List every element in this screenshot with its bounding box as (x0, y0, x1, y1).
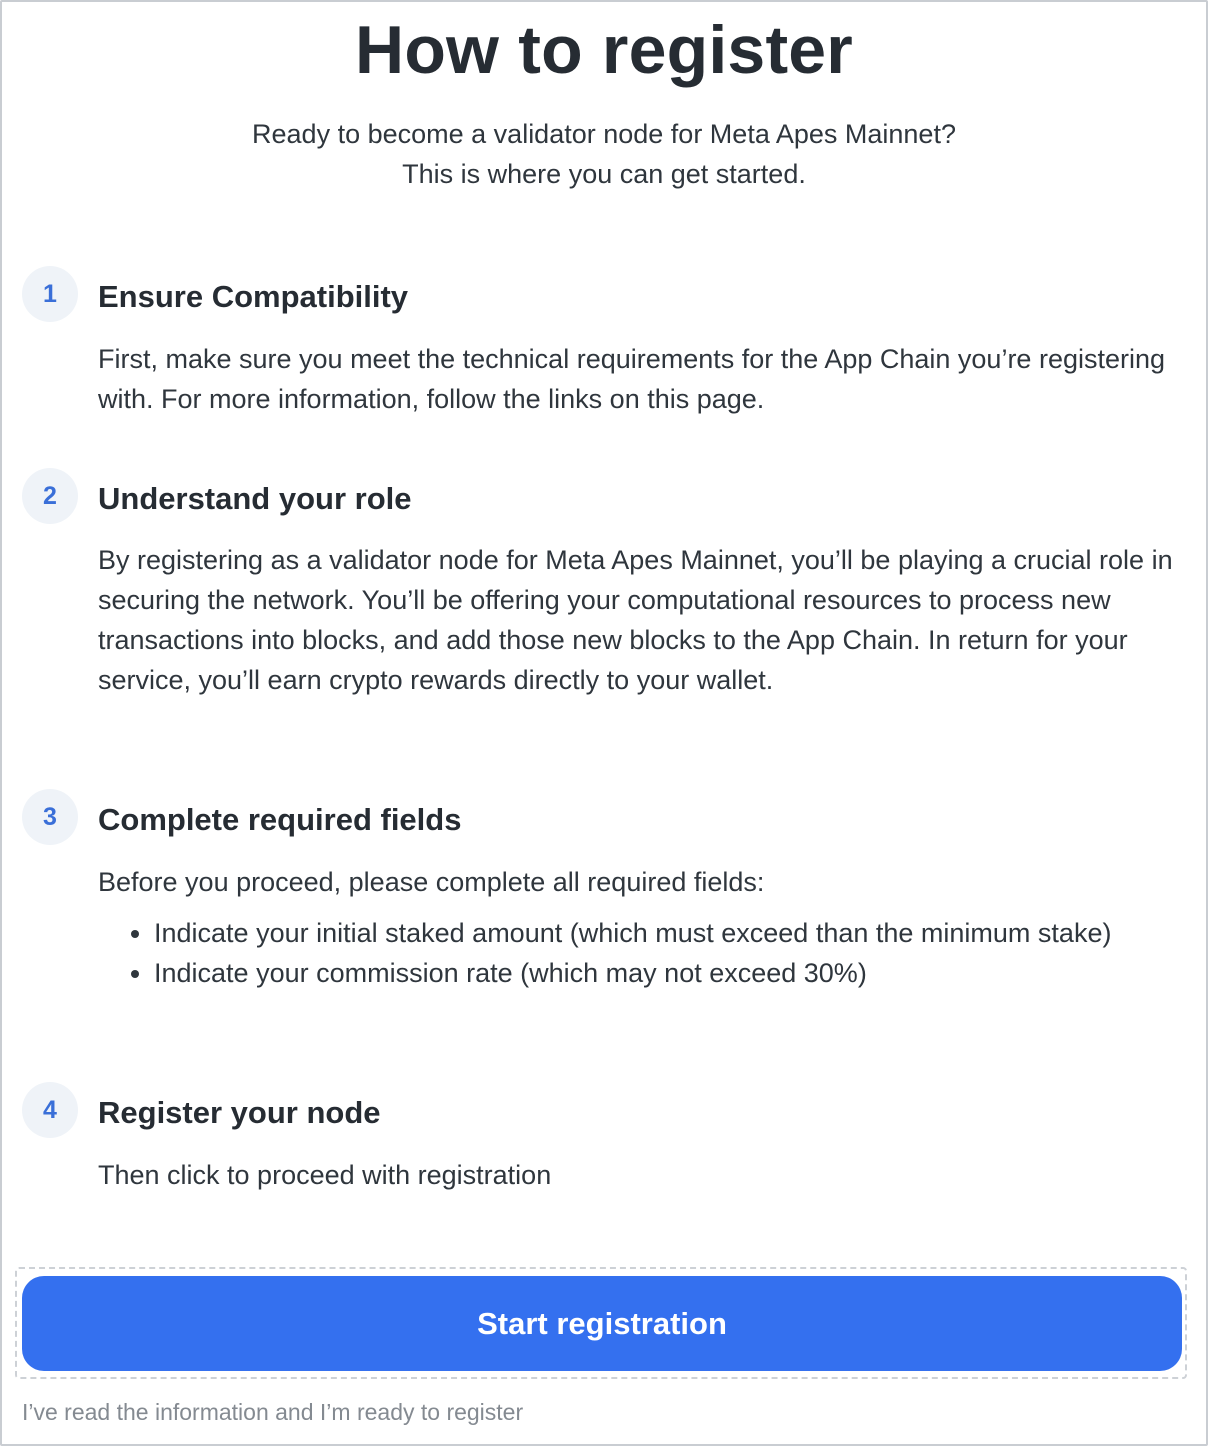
step-1-title: Ensure Compatibility (98, 279, 409, 314)
step-2-number-badge: 2 (22, 468, 78, 524)
step-3-intro: Before you proceed, please complete all required fields: (98, 867, 765, 897)
list-item: • Indicate your initial staked amount (which must exceed than the minimum stake) (154, 913, 1183, 953)
subtitle-line: This is where you can get started. (402, 159, 806, 189)
step-1-number-badge: 1 (22, 266, 78, 322)
step-3-title: Complete required fields (98, 802, 462, 837)
step-4-body: Then click to proceed with registration (98, 1160, 552, 1190)
step-4-title: Register your node (98, 1095, 381, 1130)
page-title: How to register (355, 12, 853, 88)
confirmation-note: I’ve read the information and I’m ready to register (22, 1399, 524, 1425)
step-2-title: Understand your role (98, 481, 412, 516)
start-registration-button[interactable]: Start registration (22, 1276, 1182, 1371)
step-3-number-badge: 3 (22, 789, 78, 845)
step-4-number-badge: 4 (22, 1082, 78, 1138)
step-1-body: First, make sure you meet the technical requirements for the App Chain you’re registering with. For more information, follow the links on this page. (98, 344, 1166, 414)
step-2-body: By registering as a validator node for Meta Apes Mainnet, you’ll be playing a crucial role in securing the network. You’ll be offering your computational resources to process new transactions into blocks, and add those new blocks to the App Chain. In return for your service, you’ll earn crypto rewards directly to your wallet. (98, 545, 1173, 695)
page-subtitle (0, 114, 1208, 194)
step-3-body (98, 862, 1183, 993)
subtitle-line: Ready to become a validator node for Meta Apes Mainnet? (252, 119, 956, 149)
list-item: • Indicate your commission rate (which may not exceed 30%) (154, 953, 1183, 993)
required-fields-list (98, 913, 1183, 993)
